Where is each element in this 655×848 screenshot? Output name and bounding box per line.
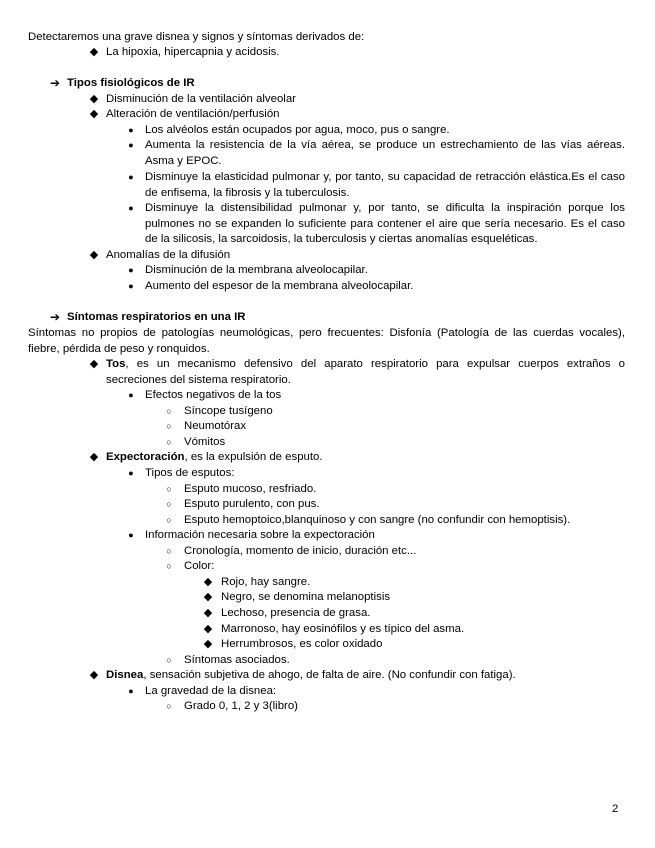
exp-type-mucoso: Esputo mucoso, resfriado. bbox=[184, 483, 317, 495]
intro-line: Detectaremos una grave disnea y signos y síntomas derivados de: bbox=[28, 31, 365, 43]
diamond-bullet-icon: ◆ bbox=[89, 46, 99, 58]
diamond-bullet-icon: ◆ bbox=[203, 623, 213, 635]
sintomas-paragraph: Síntomas no propios de patologías neumológicas, pero frecuentes: Disfonía (Patología de las cuerdas vocales), fiebre, pérdida de peso y ronquidos. bbox=[28, 327, 625, 355]
exp-type-purulento: Esputo purulento, con pus. bbox=[184, 498, 320, 510]
diamond-bullet-icon: ◆ bbox=[89, 669, 99, 681]
circle-bullet-icon: ○ bbox=[166, 484, 172, 494]
exp-info-color: Color: bbox=[184, 560, 215, 572]
dot-bullet-icon: ● bbox=[128, 265, 134, 275]
circle-bullet-icon: ○ bbox=[166, 701, 172, 711]
circle-bullet-icon: ○ bbox=[166, 406, 172, 416]
tipos-sub-2: Aumenta la resistencia de la vía aérea, se produce un estrechamiento de las vías aéreas. Asma y EPOC. bbox=[145, 139, 625, 167]
tipos-sub-1: Los alvéolos están ocupados por agua, moco, pus o sangre. bbox=[145, 124, 450, 136]
tos-item-neumotorax: Neumotórax bbox=[184, 420, 247, 432]
color-rojo: Rojo, hay sangre. bbox=[221, 576, 311, 588]
diamond-bullet-icon: ◆ bbox=[203, 638, 213, 650]
circle-bullet-icon: ○ bbox=[166, 515, 172, 525]
circle-bullet-icon: ○ bbox=[166, 499, 172, 509]
circle-bullet-icon: ○ bbox=[166, 421, 172, 431]
dot-bullet-icon: ● bbox=[128, 468, 134, 478]
tos-item bbox=[106, 357, 625, 388]
exp-text: , es la expulsión de esputo. bbox=[184, 451, 323, 463]
exp-info-cronologia: Cronología, momento de inicio, duración etc... bbox=[184, 545, 417, 557]
circle-bullet-icon: ○ bbox=[166, 546, 172, 556]
exp-sub-2: Información necesaria sobre la expectoración bbox=[145, 529, 375, 541]
heading-tipos: Tipos fisiológicos de IR bbox=[67, 77, 195, 89]
dot-bullet-icon: ● bbox=[128, 390, 134, 400]
exp-item bbox=[106, 450, 323, 466]
tipos-sub-4: Disminuye la distensibilidad pulmonar y, por tanto, se dificulta la inspiración porque los pulmones no se expanden lo suficiente para contener el aire que sería necesario. Es el caso de la silicosis, la sarcoidosis, la tuberculosis y ciertas anomalías esqueléticas. bbox=[145, 202, 625, 245]
dot-bullet-icon: ● bbox=[128, 530, 134, 540]
disnea-grado: Grado 0, 1, 2 y 3(libro) bbox=[184, 700, 298, 712]
dot-bullet-icon: ● bbox=[128, 140, 134, 150]
diamond-bullet-icon: ◆ bbox=[89, 451, 99, 463]
color-marronoso: Marronoso, hay eosinófilos y es típico del asma. bbox=[221, 623, 465, 635]
diamond-bullet-icon: ◆ bbox=[89, 249, 99, 261]
heading-sintomas: Síntomas respiratorios en una IR bbox=[67, 311, 246, 323]
disnea-item bbox=[106, 668, 516, 684]
diamond-bullet-icon: ◆ bbox=[89, 108, 99, 120]
diamond-bullet-icon: ◆ bbox=[89, 358, 99, 370]
tos-item-vomitos: Vómitos bbox=[184, 436, 226, 448]
diamond-bullet-icon: ◆ bbox=[203, 607, 213, 619]
dot-bullet-icon: ● bbox=[128, 281, 134, 291]
circle-bullet-icon: ○ bbox=[166, 655, 172, 665]
disnea-sub: La gravedad de la disnea: bbox=[145, 685, 277, 697]
exp-type-hemoptoico: Esputo hemoptoico,blanquinoso y con sangre (no confundir con hemoptisis). bbox=[184, 514, 571, 526]
exp-sub-1: Tipos de esputos: bbox=[145, 467, 235, 479]
arrow-icon: ➔ bbox=[49, 310, 61, 324]
color-negro: Negro, se denomina melanoptisis bbox=[221, 591, 391, 603]
tos-item-sincope: Síncope tusígeno bbox=[184, 405, 273, 417]
circle-bullet-icon: ○ bbox=[166, 561, 172, 571]
tos-sub: Efectos negativos de la tos bbox=[145, 389, 282, 401]
tipos-item-3: Anomalías de la difusión bbox=[106, 249, 231, 261]
tipos-item-1: Disminución de la ventilación alveolar bbox=[106, 93, 296, 105]
dot-bullet-icon: ● bbox=[128, 172, 134, 182]
tipos-sub-5: Disminución de la membrana alveolocapilar. bbox=[145, 264, 368, 276]
tipos-sub-6: Aumento del espesor de la membrana alveolocapilar. bbox=[145, 280, 414, 292]
page-number: 2 bbox=[612, 803, 619, 815]
intro-bullet: La hipoxia, hipercapnia y acidosis. bbox=[106, 46, 280, 58]
tos-text: , es un mecanismo defensivo del aparato respiratorio para expulsar cuerpos extraños o secreciones del sistema respiratorio. bbox=[106, 358, 625, 386]
dot-bullet-icon: ● bbox=[128, 203, 134, 213]
disnea-text: , sensación subjetiva de ahogo, de falta de aire. (No confundir con fatiga). bbox=[143, 669, 516, 681]
diamond-bullet-icon: ◆ bbox=[203, 576, 213, 588]
color-lechoso: Lechoso, presencia de grasa. bbox=[221, 607, 371, 619]
exp-term: Expectoración bbox=[106, 451, 185, 463]
color-herrumbrosos: Herrumbrosos, es color oxidado bbox=[221, 638, 383, 650]
dot-bullet-icon: ● bbox=[128, 125, 134, 135]
diamond-bullet-icon: ◆ bbox=[89, 93, 99, 105]
disnea-term: Disnea bbox=[106, 669, 144, 681]
arrow-icon: ➔ bbox=[49, 76, 61, 90]
tos-term: Tos bbox=[106, 358, 126, 370]
diamond-bullet-icon: ◆ bbox=[203, 591, 213, 603]
tipos-sub-3: Disminuye la elasticidad pulmonar y, por tanto, su capacidad de retracción elástica.Es el caso de enfisema, la fibrosis y la tuberculosis. bbox=[145, 171, 625, 199]
circle-bullet-icon: ○ bbox=[166, 437, 172, 447]
exp-asociados: Síntomas asociados. bbox=[184, 654, 290, 666]
tipos-item-2: Alteración de ventilación/perfusión bbox=[106, 108, 280, 120]
dot-bullet-icon: ● bbox=[128, 686, 134, 696]
